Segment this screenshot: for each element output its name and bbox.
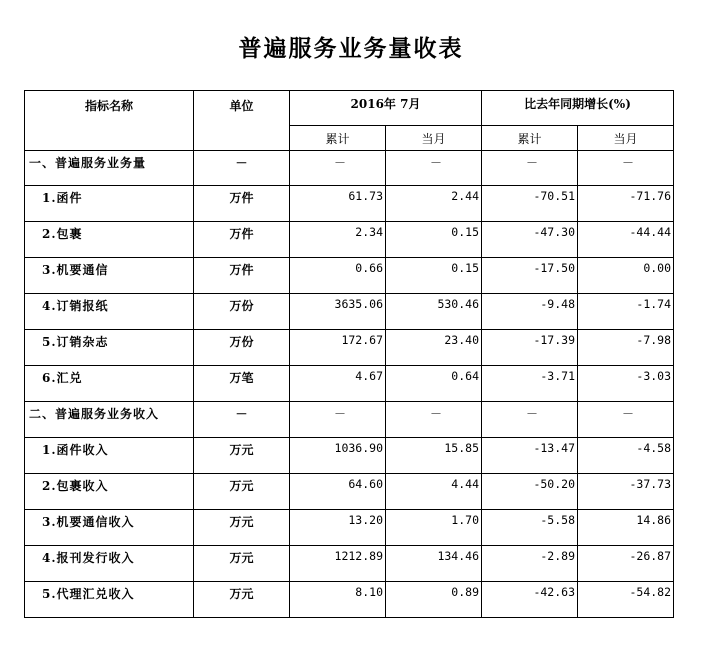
table-row xyxy=(25,186,674,222)
row-unit: 万元 xyxy=(194,438,290,474)
row-name: 一、普遍服务业务量 xyxy=(25,151,194,186)
row-month: － xyxy=(386,151,482,186)
row-unit: 万元 xyxy=(194,474,290,510)
row-yoy-cumulative: -17.50 xyxy=(482,258,578,294)
header-period: 2016年 7月 xyxy=(290,91,482,126)
row-cumulative: 1212.89 xyxy=(290,546,386,582)
page-title: 普遍服务业务量收表 xyxy=(238,35,464,62)
row-month: 530.46 xyxy=(386,294,482,330)
row-unit: 万元 xyxy=(194,546,290,582)
row-month: 134.46 xyxy=(386,546,482,582)
row-name: 4.报刊发行收入 xyxy=(25,546,194,582)
table-row xyxy=(25,330,674,366)
row-yoy-cumulative: -2.89 xyxy=(482,546,578,582)
row-cumulative: 0.66 xyxy=(290,258,386,294)
row-yoy-cumulative: － xyxy=(482,402,578,438)
row-unit: 万元 xyxy=(194,510,290,546)
row-name: 1.函件 xyxy=(25,186,194,222)
row-month: 0.15 xyxy=(386,258,482,294)
row-cumulative: 8.10 xyxy=(290,582,386,618)
header-indicator: 指标名称 xyxy=(25,91,194,151)
row-yoy-cumulative: -17.39 xyxy=(482,330,578,366)
row-cumulative: 13.20 xyxy=(290,510,386,546)
row-month: 0.89 xyxy=(386,582,482,618)
row-cumulative: 61.73 xyxy=(290,186,386,222)
row-yoy-cumulative: -70.51 xyxy=(482,186,578,222)
table-row xyxy=(25,546,674,582)
row-cumulative: － xyxy=(290,151,386,186)
row-yoy-month: － xyxy=(578,402,674,438)
row-yoy-month: 14.86 xyxy=(578,510,674,546)
table-row xyxy=(25,366,674,402)
row-name: 5.订销杂志 xyxy=(25,330,194,366)
row-yoy-cumulative: － xyxy=(482,151,578,186)
row-cumulative: 3635.06 xyxy=(290,294,386,330)
table-row xyxy=(25,294,674,330)
table-row xyxy=(25,151,674,186)
row-month: 15.85 xyxy=(386,438,482,474)
row-unit: 万笔 xyxy=(194,366,290,402)
row-yoy-cumulative: -13.47 xyxy=(482,438,578,474)
row-name: 2.包裹 xyxy=(25,222,194,258)
row-cumulative: 64.60 xyxy=(290,474,386,510)
row-month: 1.70 xyxy=(386,510,482,546)
row-unit: － xyxy=(194,402,290,438)
row-cumulative: 1036.90 xyxy=(290,438,386,474)
row-cumulative: 4.67 xyxy=(290,366,386,402)
row-yoy-month: -3.03 xyxy=(578,366,674,402)
row-name: 6.汇兑 xyxy=(25,366,194,402)
row-yoy-month: -54.82 xyxy=(578,582,674,618)
header-month: 当月 xyxy=(386,126,482,151)
row-unit: － xyxy=(194,151,290,186)
row-unit: 万件 xyxy=(194,258,290,294)
header-yoy-cumulative: 累计 xyxy=(482,126,578,151)
row-month: 0.15 xyxy=(386,222,482,258)
row-month: － xyxy=(386,402,482,438)
table-row xyxy=(25,222,674,258)
row-yoy-cumulative: -5.58 xyxy=(482,510,578,546)
row-yoy-month: -7.98 xyxy=(578,330,674,366)
row-yoy-month: － xyxy=(578,151,674,186)
stats-table xyxy=(24,90,674,618)
header-unit: 单位 xyxy=(194,91,290,151)
table-row xyxy=(25,402,674,438)
table-row xyxy=(25,474,674,510)
row-yoy-month: -4.58 xyxy=(578,438,674,474)
row-yoy-month: -71.76 xyxy=(578,186,674,222)
row-yoy-cumulative: -42.63 xyxy=(482,582,578,618)
row-month: 0.64 xyxy=(386,366,482,402)
row-yoy-cumulative: -50.20 xyxy=(482,474,578,510)
row-cumulative: 2.34 xyxy=(290,222,386,258)
row-unit: 万件 xyxy=(194,222,290,258)
header-yoy: 比去年同期增长(%) xyxy=(482,91,674,126)
row-name: 5.代理汇兑收入 xyxy=(25,582,194,618)
row-yoy-month: -37.73 xyxy=(578,474,674,510)
row-name: 3.机要通信 xyxy=(25,258,194,294)
row-unit: 万件 xyxy=(194,186,290,222)
row-yoy-cumulative: -9.48 xyxy=(482,294,578,330)
row-yoy-month: -44.44 xyxy=(578,222,674,258)
row-yoy-cumulative: -3.71 xyxy=(482,366,578,402)
row-month: 2.44 xyxy=(386,186,482,222)
row-unit: 万份 xyxy=(194,294,290,330)
table-row xyxy=(25,582,674,618)
row-name: 1.函件收入 xyxy=(25,438,194,474)
header-yoy-month: 当月 xyxy=(578,126,674,151)
row-month: 23.40 xyxy=(386,330,482,366)
table-row xyxy=(25,258,674,294)
row-unit: 万份 xyxy=(194,330,290,366)
table-row xyxy=(25,438,674,474)
row-cumulative: 172.67 xyxy=(290,330,386,366)
row-yoy-cumulative: -47.30 xyxy=(482,222,578,258)
row-yoy-month: -26.87 xyxy=(578,546,674,582)
row-cumulative: － xyxy=(290,402,386,438)
row-yoy-month: -1.74 xyxy=(578,294,674,330)
table-row xyxy=(25,510,674,546)
row-yoy-month: 0.00 xyxy=(578,258,674,294)
row-name: 3.机要通信收入 xyxy=(25,510,194,546)
row-unit: 万元 xyxy=(194,582,290,618)
row-name: 2.包裹收入 xyxy=(25,474,194,510)
row-month: 4.44 xyxy=(386,474,482,510)
row-name: 二、普遍服务业务收入 xyxy=(25,402,194,438)
header-cumulative: 累计 xyxy=(290,126,386,151)
row-name: 4.订销报纸 xyxy=(25,294,194,330)
